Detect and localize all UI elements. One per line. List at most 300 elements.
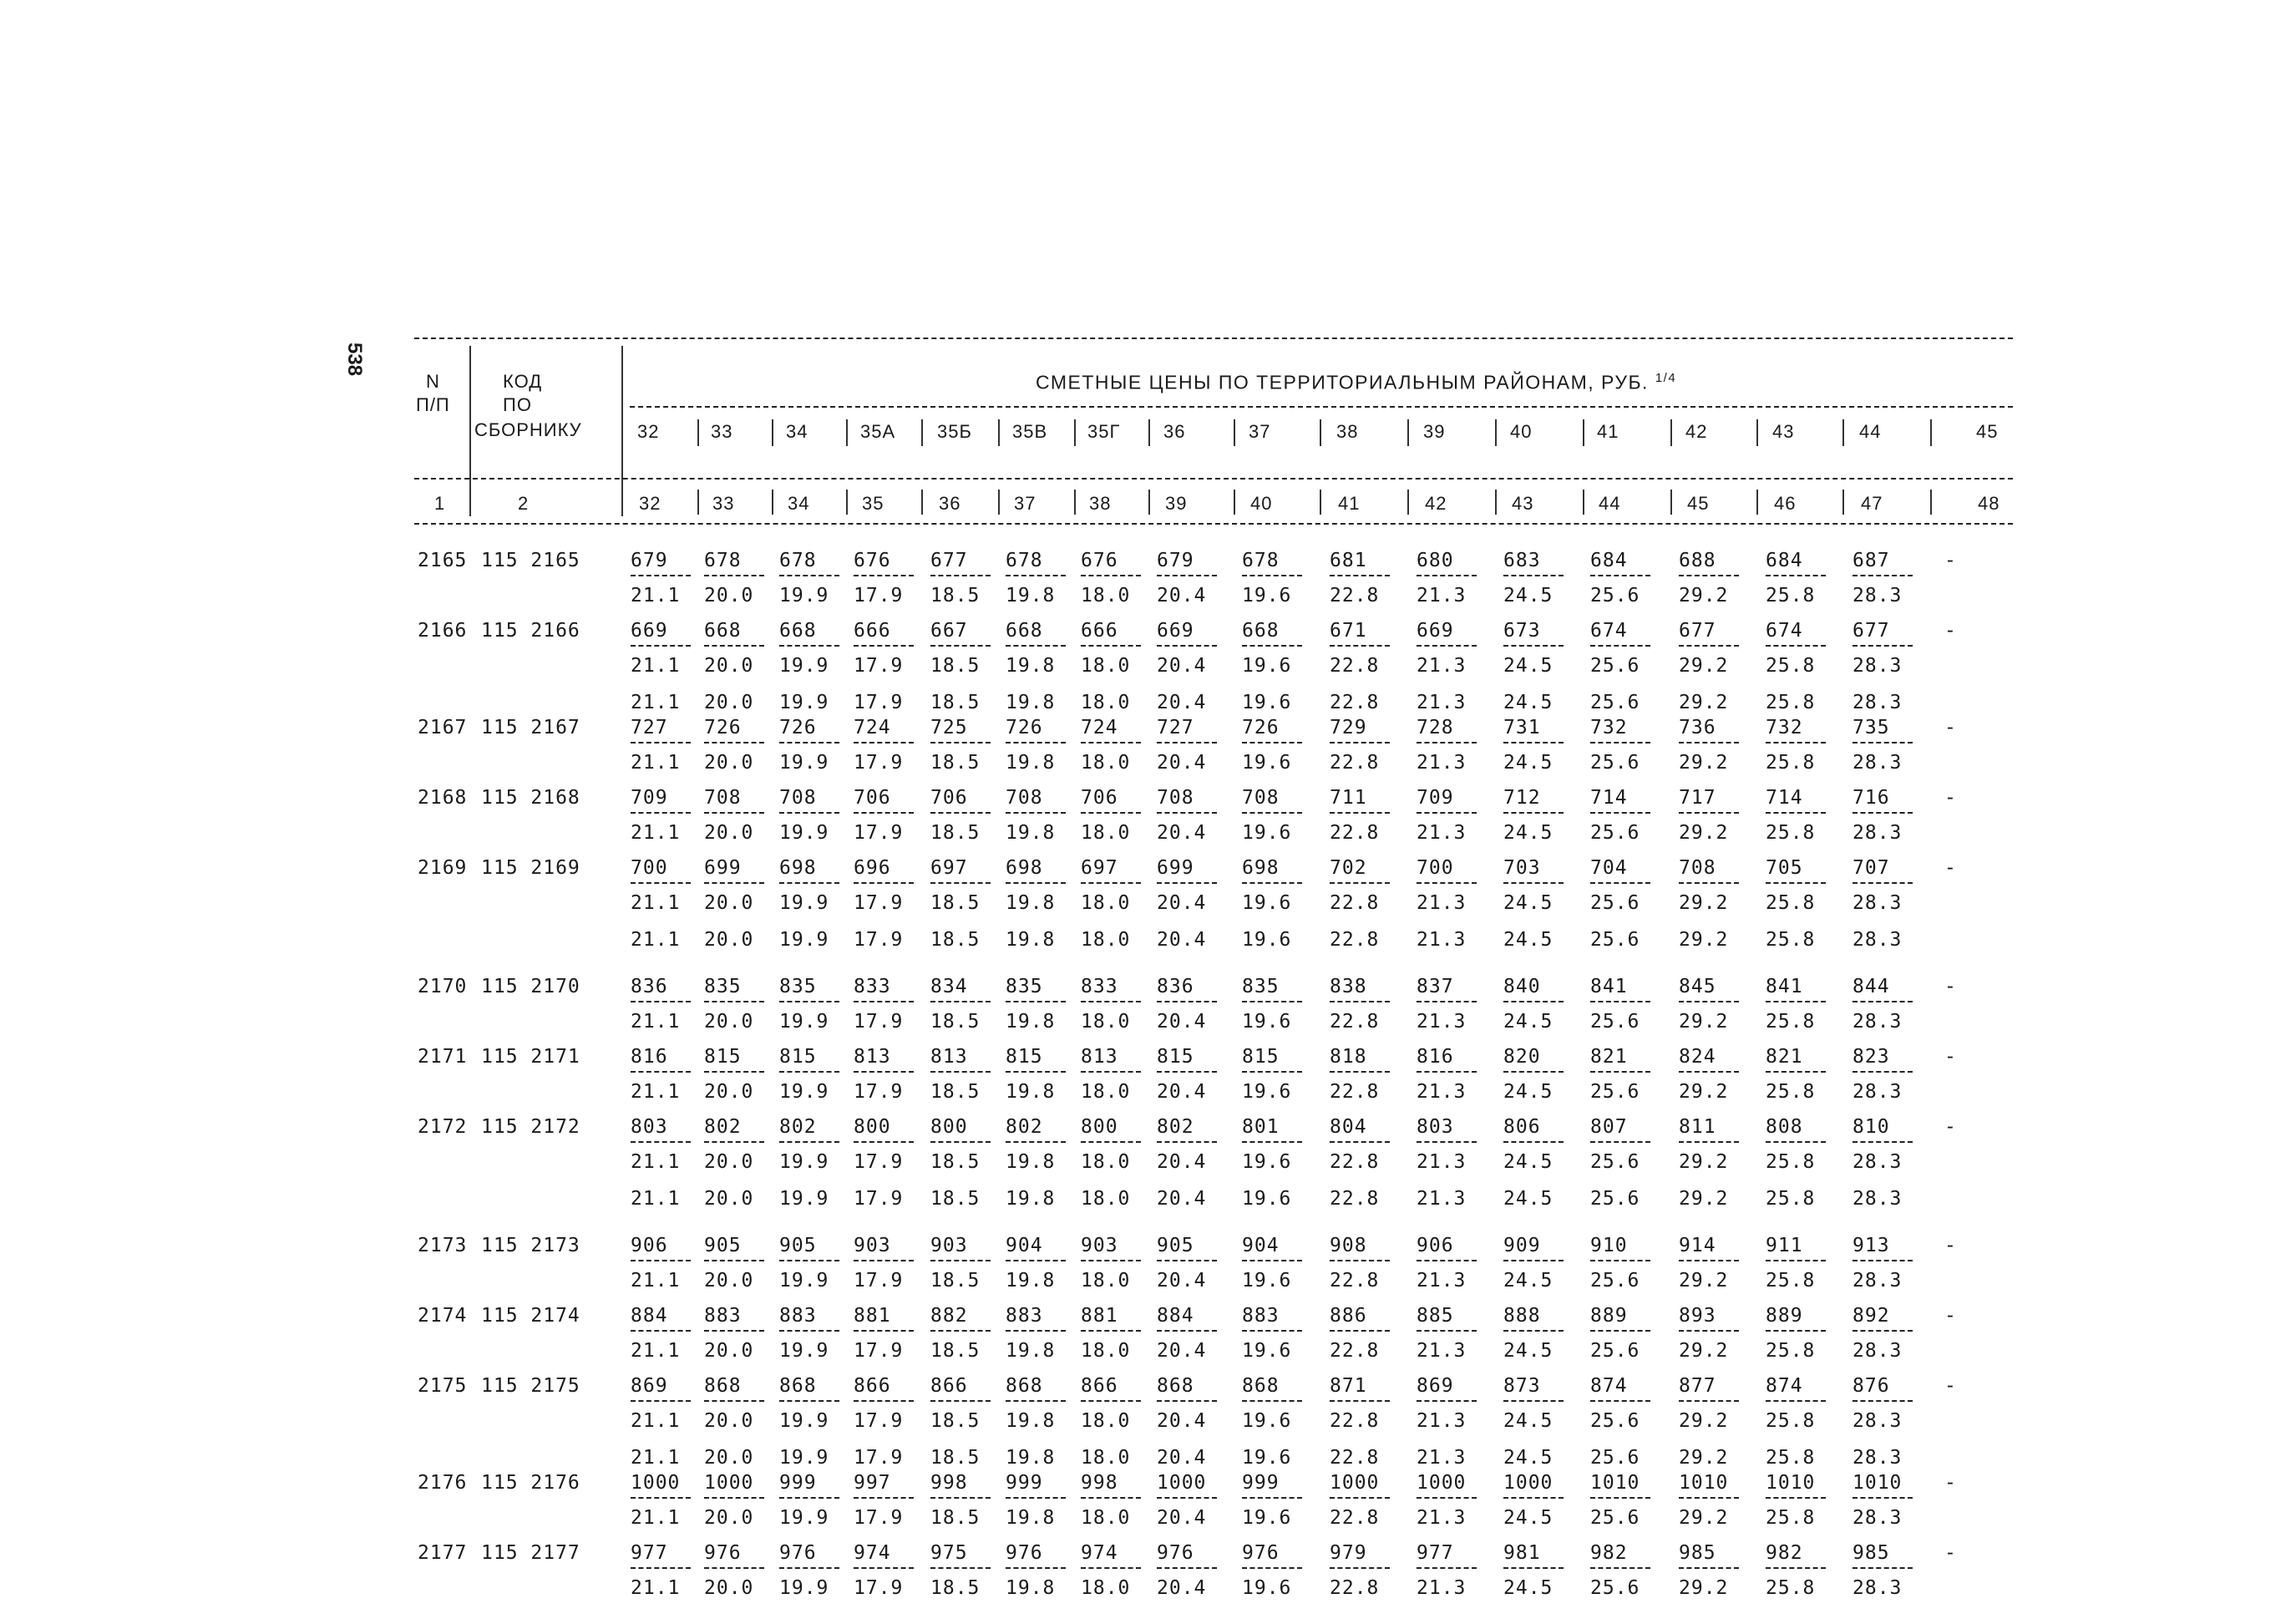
- column-number-4: 34: [788, 493, 810, 514]
- price-rule: [1679, 1141, 1739, 1143]
- row-code: 115 2165: [481, 550, 580, 571]
- price-rule: [1679, 882, 1739, 884]
- price-cell: 911: [1766, 1235, 1803, 1256]
- price-cell: 999: [1242, 1472, 1280, 1494]
- price-rule: [1081, 1400, 1141, 1402]
- price-cell: 904: [1006, 1235, 1043, 1256]
- price-cell: 709: [631, 787, 668, 809]
- coefficient-cell-group-end: 20.4: [1157, 929, 1207, 951]
- price-cell: 869: [631, 1375, 668, 1397]
- price-cell: 803: [1417, 1116, 1454, 1138]
- price-rule: [704, 742, 764, 743]
- coefficient-cell: 25.8: [1766, 1011, 1816, 1033]
- price-cell: 1010: [1679, 1472, 1729, 1494]
- price-cell: 866: [930, 1375, 968, 1397]
- coefficient-cell: 21.1: [631, 1081, 681, 1103]
- header-separator: [697, 490, 699, 515]
- price-cell: 706: [1081, 787, 1118, 809]
- coefficient-cell: 19.8: [1006, 1577, 1056, 1599]
- price-rule: [1853, 1330, 1913, 1332]
- header-separator: [621, 346, 623, 516]
- coefficient-cell: 28.3: [1853, 892, 1903, 914]
- header-separator: [772, 419, 773, 446]
- coefficient-cell-group-end: 24.5: [1503, 692, 1553, 713]
- coefficient-cell: 25.6: [1590, 822, 1640, 844]
- price-rule: [1766, 742, 1826, 743]
- price-rule: [1503, 742, 1564, 743]
- price-cell: 1000: [1503, 1472, 1553, 1494]
- coefficient-cell: 18.5: [930, 1577, 981, 1599]
- price-rule: [1590, 575, 1650, 576]
- price-cell: 885: [1417, 1305, 1454, 1327]
- coefficient-cell-group-end: 20.4: [1157, 692, 1207, 713]
- price-rule: [1242, 742, 1302, 743]
- price-cell: 868: [1242, 1375, 1280, 1397]
- price-rule: [930, 1567, 991, 1569]
- coefficient-cell: 21.3: [1417, 655, 1467, 677]
- col-code-label-3: СБОРНИКУ: [474, 419, 582, 440]
- coefficient-cell-group-end: 19.6: [1242, 1188, 1292, 1210]
- row-end-mark: -: [1944, 620, 1957, 642]
- price-rule: [1679, 1260, 1739, 1261]
- price-cell: 806: [1503, 1116, 1541, 1138]
- price-rule: [1766, 645, 1826, 647]
- row-number: 2170: [418, 976, 468, 997]
- region-label-2: 34: [786, 421, 808, 442]
- header-separator: [1320, 419, 1321, 446]
- coefficient-cell: 18.0: [1081, 1081, 1131, 1103]
- price-rule: [1157, 1330, 1217, 1332]
- header-separator: [1407, 419, 1409, 446]
- price-cell: 836: [1157, 976, 1194, 997]
- price-rule: [779, 1330, 839, 1332]
- price-cell: 698: [1242, 857, 1280, 879]
- price-cell: 824: [1679, 1046, 1716, 1068]
- coefficient-cell: 22.8: [1330, 1410, 1380, 1432]
- price-rule: [1590, 1567, 1650, 1569]
- price-cell: 703: [1503, 857, 1541, 879]
- price-rule: [1242, 645, 1302, 647]
- price-rule: [1242, 1330, 1302, 1332]
- coefficient-cell: 21.3: [1417, 1151, 1467, 1173]
- price-rule: [930, 882, 991, 884]
- price-cell: 976: [1157, 1542, 1194, 1564]
- price-rule: [854, 645, 914, 647]
- price-rule: [1330, 812, 1390, 814]
- price-rule: [1081, 1567, 1141, 1569]
- price-rule: [1081, 1330, 1141, 1332]
- coefficient-cell: 18.0: [1081, 1270, 1131, 1292]
- price-cell: 726: [1006, 717, 1043, 738]
- coefficient-cell: 21.3: [1417, 752, 1467, 774]
- coefficient-cell-group-end: 24.5: [1503, 1188, 1553, 1210]
- price-cell: 684: [1766, 550, 1803, 571]
- header-separator: [469, 346, 471, 516]
- coefficient-cell: 28.3: [1853, 1340, 1903, 1362]
- header-separator: [921, 490, 923, 515]
- coefficient-cell: 19.9: [779, 822, 829, 844]
- coefficient-cell: 25.6: [1590, 1410, 1640, 1432]
- price-rule: [1242, 1260, 1302, 1261]
- coefficient-cell: 19.9: [779, 892, 829, 914]
- coefficient-cell-group-end: 18.5: [930, 1447, 981, 1469]
- coefficient-cell: 20.0: [704, 822, 754, 844]
- price-rule: [704, 1071, 764, 1073]
- price-rule: [1081, 1001, 1141, 1002]
- price-rule: [1006, 1260, 1066, 1261]
- price-rule: [1006, 1400, 1066, 1402]
- price-rule: [1503, 1400, 1564, 1402]
- price-cell: 699: [1157, 857, 1194, 879]
- coefficient-cell: 17.9: [854, 822, 904, 844]
- price-rule: [1242, 1071, 1302, 1073]
- price-rule: [631, 1071, 691, 1073]
- coefficient-cell: 18.0: [1081, 822, 1131, 844]
- coefficient-cell: 17.9: [854, 1081, 904, 1103]
- coefficient-cell-group-end: 19.9: [779, 692, 829, 713]
- header-separator: [1756, 419, 1758, 446]
- coefficient-cell: 22.8: [1330, 822, 1380, 844]
- coefficient-cell: 21.1: [631, 1507, 681, 1529]
- price-rule: [1417, 1141, 1477, 1143]
- price-rule: [1590, 1071, 1650, 1073]
- row-code: 115 2171: [481, 1046, 580, 1068]
- coefficient-cell: 24.5: [1503, 1151, 1553, 1173]
- price-rule: [1503, 882, 1564, 884]
- region-label-9: 38: [1336, 421, 1359, 442]
- coefficient-cell: 24.5: [1503, 1081, 1553, 1103]
- price-cell: 669: [1157, 620, 1194, 642]
- price-rule: [930, 742, 991, 743]
- price-cell: 844: [1853, 976, 1890, 997]
- price-cell: 840: [1503, 976, 1541, 997]
- price-rule: [1853, 1071, 1913, 1073]
- coefficient-cell: 29.2: [1679, 1410, 1729, 1432]
- region-label-14: 43: [1772, 421, 1795, 442]
- price-rule: [631, 1260, 691, 1261]
- price-rule: [1330, 1567, 1390, 1569]
- price-cell: 888: [1503, 1305, 1541, 1327]
- price-cell: 903: [930, 1235, 968, 1256]
- column-number-11: 41: [1338, 493, 1361, 514]
- price-cell: 881: [854, 1305, 891, 1327]
- col-code-label: КОД: [503, 371, 543, 392]
- price-rule: [1417, 882, 1477, 884]
- column-number-3: 33: [712, 493, 735, 514]
- price-rule: [1081, 1141, 1141, 1143]
- header-separator: [846, 490, 848, 515]
- price-rule: [1766, 1260, 1826, 1261]
- coefficient-cell: 28.3: [1853, 1151, 1903, 1173]
- coefficient-cell: 20.0: [704, 752, 754, 774]
- coefficient-cell: 29.2: [1679, 892, 1729, 914]
- coefficient-cell: 28.3: [1853, 1011, 1903, 1033]
- price-rule: [1157, 1497, 1217, 1499]
- price-cell: 904: [1242, 1235, 1280, 1256]
- coefficient-cell: 19.8: [1006, 892, 1056, 914]
- coefficient-cell: 29.2: [1679, 1151, 1729, 1173]
- price-rule: [704, 1400, 764, 1402]
- coefficient-cell: 17.9: [854, 1151, 904, 1173]
- price-cell: 820: [1503, 1046, 1541, 1068]
- price-cell: 974: [1081, 1542, 1118, 1564]
- price-cell: 666: [1081, 620, 1118, 642]
- coefficient-cell-group-end: 22.8: [1330, 1447, 1380, 1469]
- column-number-15: 45: [1687, 493, 1710, 514]
- region-label-11: 40: [1510, 421, 1533, 442]
- price-cell: 815: [1006, 1046, 1043, 1068]
- price-cell: 889: [1590, 1305, 1628, 1327]
- coefficient-cell: 20.0: [704, 1340, 754, 1362]
- coefficient-cell: 18.0: [1081, 655, 1131, 677]
- price-rule: [930, 645, 991, 647]
- coefficient-cell-group-end: 29.2: [1679, 1188, 1729, 1210]
- row-end-mark: -: [1944, 1305, 1957, 1327]
- price-rule: [1330, 882, 1390, 884]
- coefficient-cell-group-end: 29.2: [1679, 1447, 1729, 1469]
- coefficient-cell: 24.5: [1503, 655, 1553, 677]
- coefficient-cell: 20.0: [704, 892, 754, 914]
- price-rule: [1330, 645, 1390, 647]
- price-cell: 726: [704, 717, 742, 738]
- price-rule: [779, 882, 839, 884]
- price-rule: [1157, 1071, 1217, 1073]
- header-separator: [1407, 490, 1409, 515]
- coefficient-cell: 18.5: [930, 1410, 981, 1432]
- price-rule: [1157, 1260, 1217, 1261]
- price-cell: 1010: [1590, 1472, 1640, 1494]
- price-cell: 905: [1157, 1235, 1194, 1256]
- price-rule: [1766, 1400, 1826, 1402]
- coefficient-cell: 22.8: [1330, 1577, 1380, 1599]
- price-rule: [1006, 1001, 1066, 1002]
- coefficient-cell: 21.1: [631, 1151, 681, 1173]
- coefficient-cell: 20.0: [704, 655, 754, 677]
- price-cell: 974: [854, 1542, 891, 1564]
- price-rule: [1330, 575, 1390, 576]
- header-separator: [1842, 490, 1844, 515]
- column-number-10: 40: [1250, 493, 1273, 514]
- price-cell: 726: [1242, 717, 1280, 738]
- price-cell: 707: [1853, 857, 1890, 879]
- price-rule: [1590, 1001, 1650, 1002]
- price-cell: 716: [1853, 787, 1890, 809]
- coefficient-cell: 20.0: [704, 1081, 754, 1103]
- price-rule: [1157, 575, 1217, 576]
- price-rule: [1330, 742, 1390, 743]
- price-cell: 674: [1766, 620, 1803, 642]
- price-cell: 1000: [1330, 1472, 1380, 1494]
- price-cell: 668: [1242, 620, 1280, 642]
- price-rule: [1006, 1497, 1066, 1499]
- price-rule: [631, 1567, 691, 1569]
- coefficient-cell: 21.1: [631, 822, 681, 844]
- header-separator: [1930, 490, 1932, 515]
- coefficient-cell-group-end: 19.9: [779, 1447, 829, 1469]
- price-rule: [779, 1260, 839, 1261]
- header-separator: [998, 490, 1000, 515]
- price-rule: [1853, 575, 1913, 576]
- coefficient-cell-group-end: 21.1: [631, 1188, 681, 1210]
- row-number: 2167: [418, 717, 468, 738]
- price-cell: 998: [930, 1472, 968, 1494]
- coefficient-cell: 19.9: [779, 752, 829, 774]
- price-rule: [1157, 1001, 1217, 1002]
- price-rule: [854, 1400, 914, 1402]
- header-separator: [1495, 419, 1497, 446]
- price-rule: [1679, 575, 1739, 576]
- price-rule: [1006, 812, 1066, 814]
- price-cell: 997: [854, 1472, 891, 1494]
- coefficient-cell-group-end: 25.8: [1766, 692, 1816, 713]
- region-label-0: 32: [637, 421, 660, 442]
- price-rule: [1679, 1071, 1739, 1073]
- price-cell: 679: [1157, 550, 1194, 571]
- coefficient-cell: 18.5: [930, 1011, 981, 1033]
- price-rule: [1330, 1497, 1390, 1499]
- column-number-1: 2: [518, 493, 530, 514]
- price-cell: 678: [1242, 550, 1280, 571]
- coefficient-cell: 19.6: [1242, 892, 1292, 914]
- coefficient-cell: 19.8: [1006, 1507, 1056, 1529]
- price-rule: [1503, 1497, 1564, 1499]
- price-rule: [704, 575, 764, 576]
- price-rule: [1417, 1260, 1477, 1261]
- row-code: 115 2167: [481, 717, 580, 738]
- coefficient-cell: 24.5: [1503, 585, 1553, 606]
- coefficient-cell-group-end: 20.0: [704, 1447, 754, 1469]
- price-rule: [779, 645, 839, 647]
- coefficient-cell: 19.9: [779, 1270, 829, 1292]
- row-end-mark: -: [1944, 717, 1957, 738]
- coefficient-cell: 19.8: [1006, 1011, 1056, 1033]
- price-rule: [930, 1260, 991, 1261]
- price-cell: 680: [1417, 550, 1454, 571]
- price-rule: [1853, 1141, 1913, 1143]
- column-number-18: 48: [1978, 493, 2000, 514]
- coefficient-cell: 18.5: [930, 1081, 981, 1103]
- coefficient-cell: 21.1: [631, 1577, 681, 1599]
- row-number: 2175: [418, 1375, 468, 1397]
- coefficient-cell: 25.8: [1766, 752, 1816, 774]
- price-cell: 674: [1590, 620, 1628, 642]
- coefficient-cell-group-end: 21.1: [631, 929, 681, 951]
- coefficient-cell: 17.9: [854, 1011, 904, 1033]
- region-label-5: 35В: [1012, 421, 1048, 442]
- price-cell: 883: [1006, 1305, 1043, 1327]
- price-cell: 683: [1503, 550, 1541, 571]
- price-cell: 903: [854, 1235, 891, 1256]
- price-rule: [779, 1001, 839, 1002]
- price-rule: [1330, 1001, 1390, 1002]
- table-title-mark: 1/4: [1655, 371, 1677, 385]
- coefficient-cell: 20.4: [1157, 1410, 1207, 1432]
- price-rule: [1417, 812, 1477, 814]
- price-rule: [1330, 1071, 1390, 1073]
- coefficient-cell: 22.8: [1330, 752, 1380, 774]
- coefficient-cell-group-end: 22.8: [1330, 929, 1380, 951]
- column-number-13: 43: [1512, 493, 1534, 514]
- price-rule: [1590, 882, 1650, 884]
- coefficient-cell: 25.6: [1590, 1081, 1640, 1103]
- coefficient-cell: 20.0: [704, 585, 754, 606]
- price-rule: [1242, 575, 1302, 576]
- price-rule: [1081, 575, 1141, 576]
- price-rule: [930, 1330, 991, 1332]
- coefficient-cell: 24.5: [1503, 1270, 1553, 1292]
- row-number: 2176: [418, 1472, 468, 1494]
- coefficient-cell: 21.1: [631, 752, 681, 774]
- price-cell: 833: [854, 976, 891, 997]
- coefficient-cell: 20.4: [1157, 1151, 1207, 1173]
- row-code: 115 2168: [481, 787, 580, 809]
- coefficient-cell: 18.0: [1081, 1151, 1131, 1173]
- price-rule: [1679, 812, 1739, 814]
- coefficient-cell: 25.8: [1766, 655, 1816, 677]
- coefficient-cell-group-end: 21.3: [1417, 929, 1467, 951]
- col-code-label-2: ПО: [503, 394, 532, 415]
- price-rule: [1081, 645, 1141, 647]
- coefficient-cell: 25.8: [1766, 1577, 1816, 1599]
- region-label-15: 44: [1859, 421, 1882, 442]
- price-rule: [854, 742, 914, 743]
- price-rule: [1006, 1141, 1066, 1143]
- coefficient-cell-group-end: 18.0: [1081, 692, 1131, 713]
- coefficient-cell: 25.6: [1590, 1011, 1640, 1033]
- coefficient-cell: 24.5: [1503, 1507, 1553, 1529]
- coefficient-cell: 19.9: [779, 1081, 829, 1103]
- column-number-0: 1: [434, 493, 446, 514]
- price-cell: 810: [1853, 1116, 1890, 1138]
- price-cell: 698: [779, 857, 817, 879]
- price-cell: 677: [1853, 620, 1890, 642]
- price-cell: 889: [1766, 1305, 1803, 1327]
- coefficient-cell: 19.8: [1006, 752, 1056, 774]
- price-rule: [1330, 1400, 1390, 1402]
- coefficient-cell: 25.8: [1766, 892, 1816, 914]
- coefficient-cell: 19.9: [779, 1340, 829, 1362]
- coefficient-cell-group-end: 24.5: [1503, 929, 1553, 951]
- price-rule: [1766, 812, 1826, 814]
- price-cell: 678: [1006, 550, 1043, 571]
- coefficient-cell-group-end: 17.9: [854, 1188, 904, 1210]
- coefficient-cell: 25.6: [1590, 1577, 1640, 1599]
- coefficient-cell: 19.6: [1242, 752, 1292, 774]
- header-separator: [1234, 419, 1235, 446]
- coefficient-cell: 19.9: [779, 585, 829, 606]
- price-cell: 835: [779, 976, 817, 997]
- price-cell: 976: [704, 1542, 742, 1564]
- price-cell: 711: [1330, 787, 1367, 809]
- coefficient-cell-group-end: 18.0: [1081, 1447, 1131, 1469]
- coefficient-cell-group-end: 28.3: [1853, 692, 1903, 713]
- price-rule: [1157, 1141, 1217, 1143]
- price-rule: [1503, 1141, 1564, 1143]
- col-np-label: П/П: [416, 394, 450, 415]
- price-cell: 687: [1853, 550, 1890, 571]
- column-number-14: 44: [1599, 493, 1621, 514]
- price-cell: 913: [1853, 1235, 1890, 1256]
- coefficient-cell: 20.4: [1157, 1577, 1207, 1599]
- price-cell: 696: [854, 857, 891, 879]
- coefficient-cell: 17.9: [854, 1270, 904, 1292]
- coefficient-cell: 25.6: [1590, 585, 1640, 606]
- row-code: 115 2176: [481, 1472, 580, 1494]
- price-cell: 668: [704, 620, 742, 642]
- header-separator: [1583, 419, 1584, 446]
- coefficient-cell: 25.6: [1590, 1270, 1640, 1292]
- price-cell: 708: [779, 787, 817, 809]
